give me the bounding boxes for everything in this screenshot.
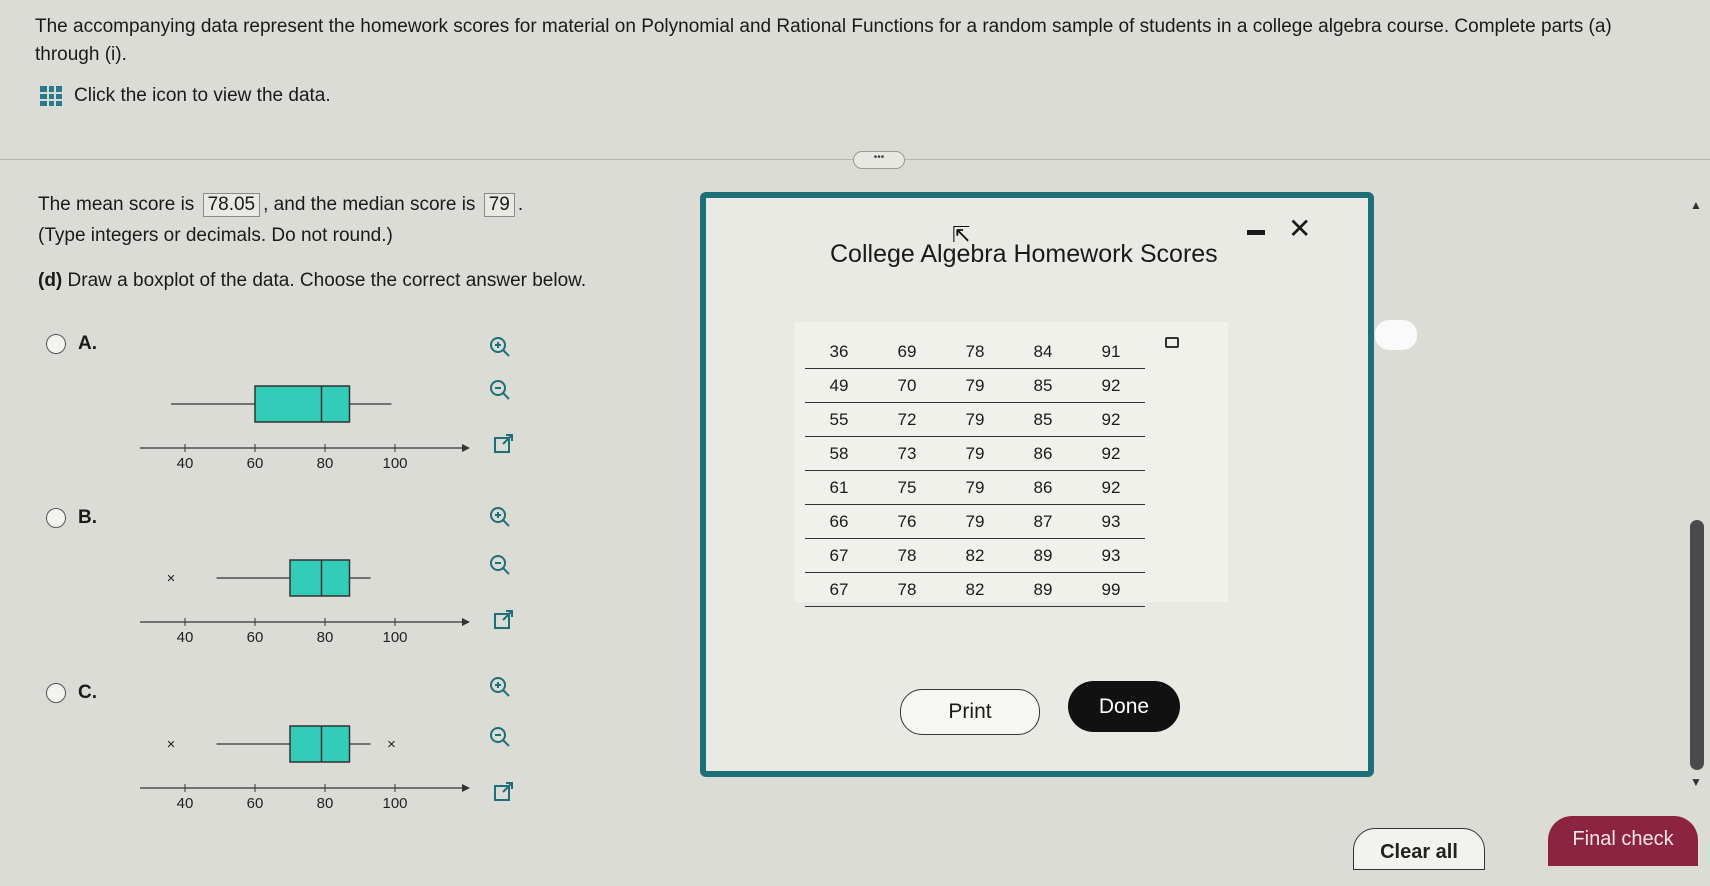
tick-label: 60	[246, 455, 264, 472]
option-b-radio[interactable]	[46, 508, 66, 528]
scroll-up-icon[interactable]: ▲	[1690, 198, 1702, 212]
table-row	[805, 471, 1145, 505]
table-cell: 92	[1077, 471, 1145, 505]
scroll-down-icon[interactable]: ▼	[1690, 775, 1702, 789]
table-cell: 86	[1009, 471, 1077, 505]
part-d-prompt	[38, 270, 586, 292]
box-iqr	[290, 726, 350, 762]
tick-label: 100	[382, 629, 408, 646]
data-table-icon[interactable]	[40, 86, 62, 106]
table-cell: 79	[941, 437, 1009, 471]
table-cell: 69	[873, 335, 941, 369]
box-iqr	[255, 386, 350, 422]
box-iqr	[290, 560, 350, 596]
table-cell: 85	[1009, 369, 1077, 403]
done-button[interactable]: Done	[1068, 681, 1180, 732]
zoom-in-icon-option-c[interactable]	[488, 675, 512, 699]
table-cell: 55	[805, 403, 873, 437]
tick-label: 40	[176, 795, 194, 812]
table-row	[805, 539, 1145, 573]
zoom-out-icon-option-c[interactable]	[488, 725, 512, 749]
boxplot-option-c	[140, 720, 480, 820]
axis-arrow	[462, 618, 470, 626]
tick-label: 80	[316, 629, 334, 646]
part-d-label: (d)	[38, 270, 63, 291]
view-data-label: Click the icon to view the data.	[74, 85, 331, 106]
table-row	[805, 403, 1145, 437]
table-cell: 92	[1077, 403, 1145, 437]
table-row	[805, 437, 1145, 471]
mean-median-statement	[38, 193, 523, 217]
table-cell: 91	[1077, 335, 1145, 369]
table-cell: 93	[1077, 539, 1145, 573]
table-cell: 73	[873, 437, 941, 471]
axis-arrow	[462, 784, 470, 792]
print-button[interactable]: Print	[900, 689, 1040, 735]
scores-table	[805, 335, 1145, 607]
tick-label: 60	[246, 629, 264, 646]
table-cell: 92	[1077, 369, 1145, 403]
expand-more-button[interactable]: •••	[853, 151, 905, 169]
outlier-marker: ×	[166, 570, 176, 587]
table-row	[805, 505, 1145, 539]
outlier-marker: ×	[387, 736, 396, 753]
table-cell: 82	[941, 573, 1009, 607]
zoom-out-icon-option-b[interactable]	[488, 553, 512, 577]
zoom-out-icon-option-a[interactable]	[488, 378, 512, 402]
table-cell: 66	[805, 505, 873, 539]
open-new-window-icon-option-a[interactable]	[492, 432, 516, 456]
mean-prefix: The mean score is	[38, 194, 195, 215]
table-cell: 79	[941, 403, 1009, 437]
table-cell: 99	[1077, 573, 1145, 607]
table-cell: 92	[1077, 437, 1145, 471]
copy-data-icon[interactable]	[1165, 337, 1179, 348]
table-cell: 78	[873, 573, 941, 607]
table-row	[805, 573, 1145, 607]
table-row	[805, 369, 1145, 403]
boxplot-option-a	[140, 380, 480, 480]
open-new-window-icon-option-c[interactable]	[492, 780, 516, 804]
outlier-marker: ×	[166, 736, 176, 753]
open-new-window-icon-option-b[interactable]	[492, 608, 516, 632]
table-cell: 61	[805, 471, 873, 505]
table-cell: 36	[805, 335, 873, 369]
mean-answer-box[interactable]: 78.05	[203, 193, 261, 217]
view-data-link[interactable]	[40, 85, 331, 107]
final-check-button[interactable]: Final check	[1548, 816, 1698, 866]
tick-label: 80	[316, 455, 334, 472]
tick-label: 40	[176, 455, 194, 472]
option-c-label: C.	[78, 682, 97, 703]
tick-label: 100	[382, 455, 408, 472]
axis-arrow	[462, 444, 470, 452]
option-a-label: A.	[78, 333, 97, 354]
table-cell: 79	[941, 471, 1009, 505]
median-prefix: , and the median score is	[263, 194, 476, 215]
page-scrollbar[interactable]	[1690, 520, 1704, 770]
screen-glare	[1375, 320, 1417, 350]
close-icon[interactable]: ✕	[1288, 213, 1312, 244]
zoom-in-icon-option-a[interactable]	[488, 335, 512, 359]
table-cell: 93	[1077, 505, 1145, 539]
median-answer-box[interactable]: 79	[484, 193, 515, 217]
mouse-cursor-icon: ⇱	[952, 222, 971, 247]
table-cell: 89	[1009, 573, 1077, 607]
table-cell: 82	[941, 539, 1009, 573]
table-cell: 70	[873, 369, 941, 403]
statement-period: .	[517, 194, 524, 215]
table-cell: 84	[1009, 335, 1077, 369]
table-cell: 72	[873, 403, 941, 437]
option-c-radio[interactable]	[46, 683, 66, 703]
table-cell: 76	[873, 505, 941, 539]
table-cell: 79	[941, 369, 1009, 403]
part-d-text: Draw a boxplot of the data. Choose the correct answer below.	[67, 270, 587, 291]
table-cell: 86	[1009, 437, 1077, 471]
table-cell: 49	[805, 369, 873, 403]
table-cell: 67	[805, 573, 873, 607]
table-cell: 78	[873, 539, 941, 573]
zoom-in-icon-option-b[interactable]	[488, 505, 512, 529]
table-row	[805, 335, 1145, 369]
table-cell: 85	[1009, 403, 1077, 437]
table-cell: 67	[805, 539, 873, 573]
table-cell: 58	[805, 437, 873, 471]
table-cell: 89	[1009, 539, 1077, 573]
answer-note: (Type integers or decimals. Do not round.)	[38, 225, 393, 246]
option-a-radio[interactable]	[46, 334, 66, 354]
table-cell: 78	[941, 335, 1009, 369]
tick-label: 60	[246, 795, 264, 812]
option-b-label: B.	[78, 507, 97, 528]
minimize-button[interactable]	[1247, 230, 1265, 235]
table-cell: 87	[1009, 505, 1077, 539]
table-cell: 79	[941, 505, 1009, 539]
tick-label: 80	[316, 795, 334, 812]
tick-label: 100	[382, 795, 408, 812]
question-intro: The accompanying data represent the homework scores for material on Polynomial and Rational Functions for a random sample of students in a college algebra course. Complete parts (a) through (i).	[35, 16, 1612, 65]
tick-label: 40	[176, 629, 194, 646]
dialog-title: College Algebra Homework Scores	[830, 240, 1218, 268]
table-cell: 75	[873, 471, 941, 505]
boxplot-option-b	[140, 554, 480, 654]
clear-all-button[interactable]: Clear all	[1353, 828, 1485, 870]
